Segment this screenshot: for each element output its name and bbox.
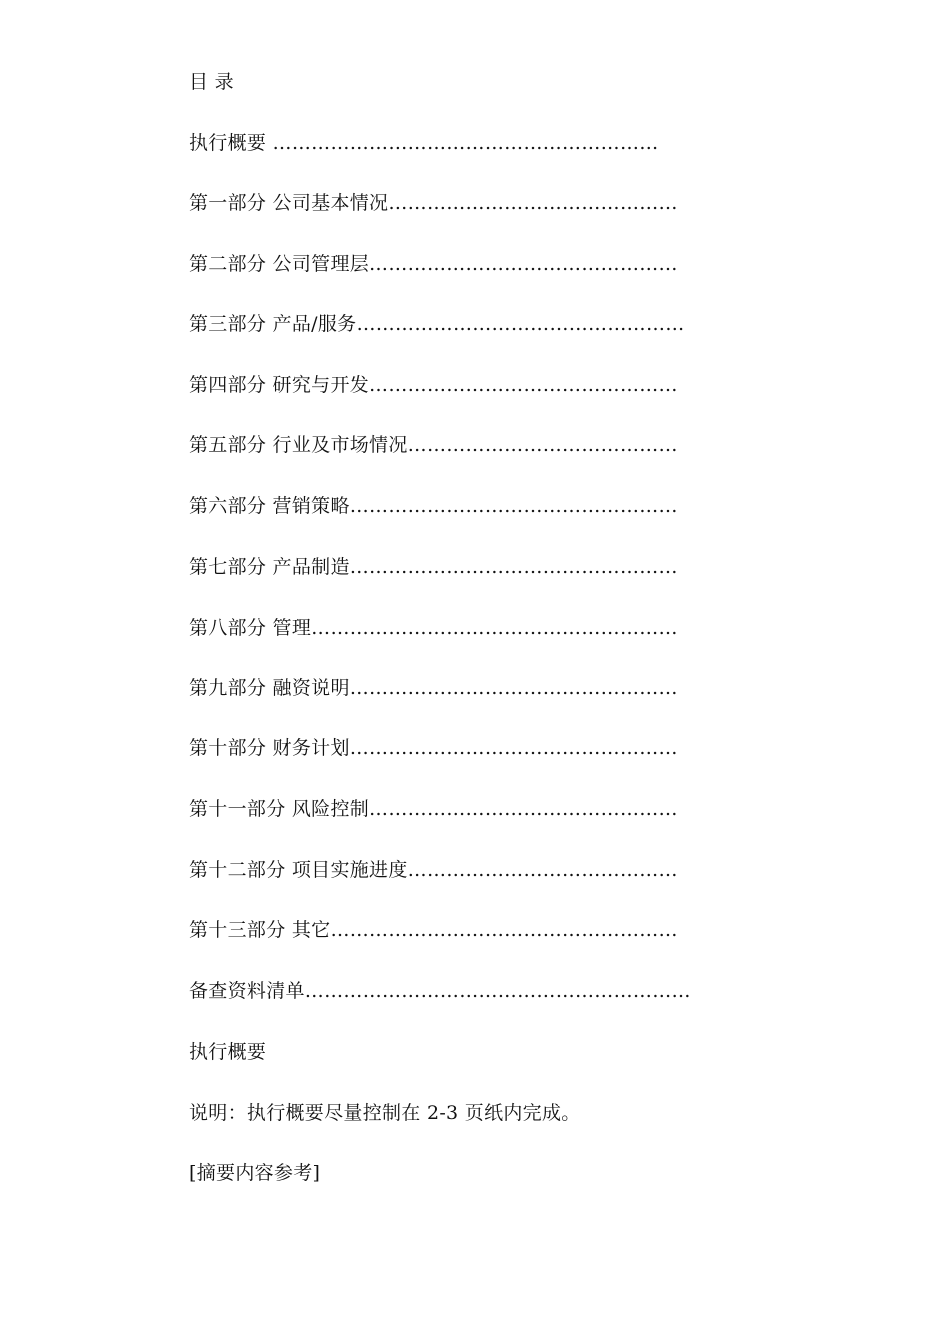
toc-entry-part-9: 第九部分 融资说明…………………………………………… [189,677,678,699]
toc-entry-part-11: 第十一部分 风险控制………………………………………… [189,798,678,820]
toc-entry-part-6: 第六部分 营销策略…………………………………………… [189,495,678,517]
section-note: 说明：执行概要尽量控制在 2-3 页纸内完成。 [189,1102,581,1124]
toc-entry-part-8: 第八部分 管理………………………………………………… [189,617,678,639]
toc-title: 目 录 [189,71,234,93]
toc-entry-part-10: 第十部分 财务计划…………………………………………… [189,737,678,759]
toc-entry-appendix: 备查资料清单…………………………………………………… [189,980,691,1002]
toc-entry-part-7: 第七部分 产品制造…………………………………………… [189,556,678,578]
toc-entry-part-3: 第三部分 产品/服务…………………………………………… [189,313,685,335]
toc-entry-part-2: 第二部分 公司管理层………………………………………… [189,253,678,275]
toc-entry-part-5: 第五部分 行业及市场情况…………………………………… [189,434,678,456]
toc-entry-part-12: 第十二部分 项目实施进度…………………………………… [189,859,678,881]
section-heading: 执行概要 [189,1041,267,1063]
toc-entry-part-4: 第四部分 研究与开发………………………………………… [189,374,678,396]
toc-entry-executive-summary: 执行概要 …………………………………………………… [189,132,659,154]
toc-entry-part-1: 第一部分 公司基本情况……………………………………… [189,192,678,214]
reference-note: [摘要内容参考] [189,1162,321,1184]
toc-entry-part-13: 第十三部分 其它……………………………………………… [189,919,678,941]
